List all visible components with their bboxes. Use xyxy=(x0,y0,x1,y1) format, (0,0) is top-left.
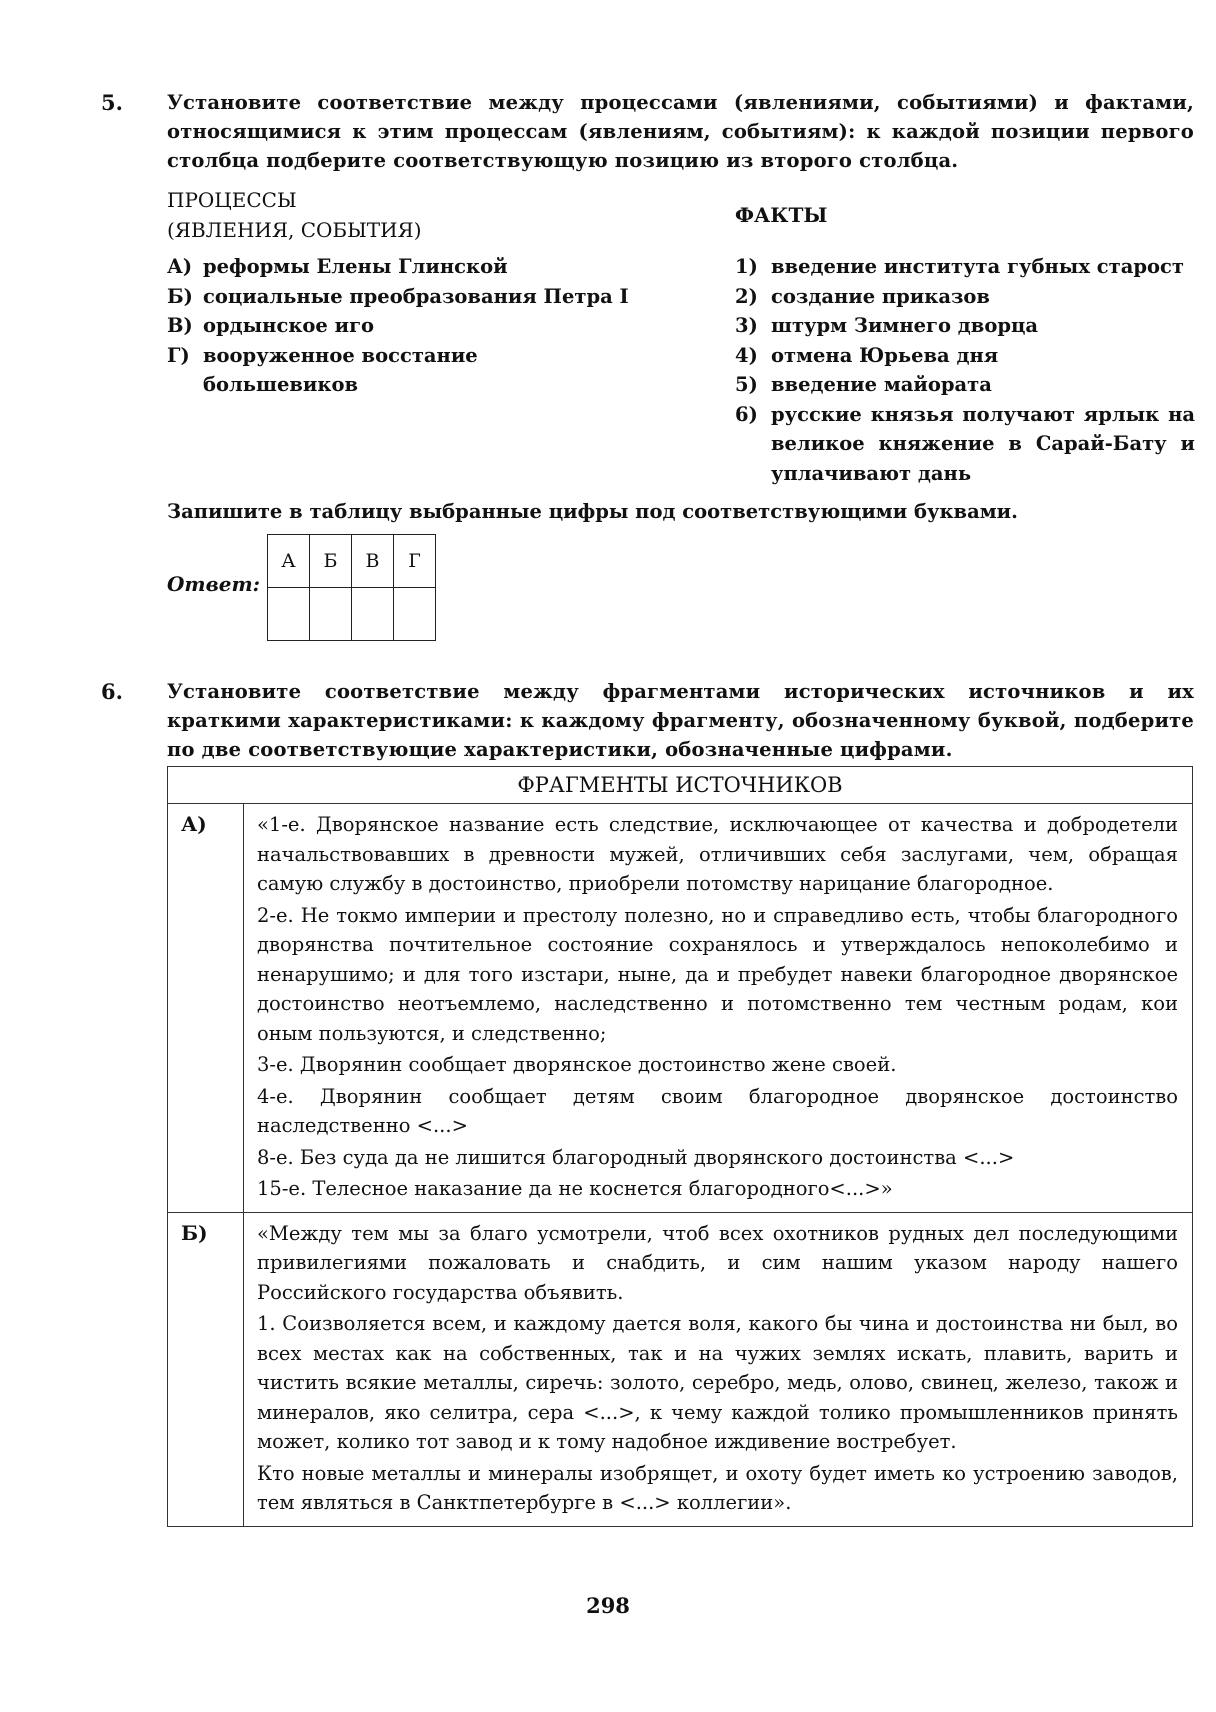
processes-subtitle: (ЯВЛЕНИЯ, СОБЫТИЯ) xyxy=(167,218,422,242)
fragment-a-text xyxy=(244,804,1193,1213)
fact-text: штурм Зимнего дворца xyxy=(771,314,1039,337)
question-6-prompt: Установите соответствие между фрагментами исторических источников и их краткими характеристиками: к каждому фрагменту, обозначенному буквой, подберите по две соответствующие характеристики, обозначенные цифрами. xyxy=(167,680,1194,761)
answer-header-cell: Б xyxy=(310,535,352,588)
answer-input-cell-a[interactable] xyxy=(268,588,310,641)
process-item xyxy=(167,341,507,400)
answer-header-cell: В xyxy=(352,535,394,588)
fragment-paragraph: 2-е. Не токмо империи и престолу полезно, но и справедливо есть, чтобы благородного дворянства почтительное состояние сохранялось и утверждалось непоколебимо и ненарушимо; и для того изстари, ныне, да и пребудет навеки благородное дворянское достоинство неотъемлемо, наследственно и потомственно тем честным родам, кои оным пользуются, и следственно; xyxy=(257,903,1178,1045)
process-text: ордынское иго xyxy=(203,314,375,337)
fragments-table-header: ФРАГМЕНТЫ ИСТОЧНИКОВ xyxy=(168,767,1193,804)
answer-input-cell-g[interactable] xyxy=(394,588,436,641)
fact-label: 2) xyxy=(735,284,758,308)
fragments-table xyxy=(167,766,1193,1527)
question-5-prompt: Установите соответствие между процессами (явлениями, событиями) и фактами, относящимися к этим процессам (явлениям, событиям): к каждой позиции первого столбца подберите соответствующую позицию из второго столбца. xyxy=(167,91,1194,172)
process-label: В) xyxy=(167,314,193,337)
answer-input-cell-v[interactable] xyxy=(352,588,394,641)
fragment-paragraph: «Между тем мы за благо усмотрели, чтоб всех охотников рудных дел последующими привилегиями пожаловать и снабдить, и сим нашим указом народу нашего Российского государства объявить. xyxy=(257,1221,1178,1304)
answer-table xyxy=(267,534,436,641)
fact-label: 3) xyxy=(735,314,758,337)
fragment-paragraph: 4-е. Дворянин сообщает детям своим благородное дворянское достоинство наследственно <...> xyxy=(257,1084,1178,1137)
fact-item xyxy=(735,400,1195,489)
answer-input-cell-b[interactable] xyxy=(310,588,352,641)
answer-header-cell: А xyxy=(268,535,310,588)
process-item xyxy=(167,282,647,312)
fact-item xyxy=(735,370,1195,400)
fragment-paragraph: «1-е. Дворянское название есть следствие, исключающее от качества и добродетели начальствовавших в древности мужей, отличивших себя заслугами, чем, обращая самую службу в достоинство, приобрели потомству нарицание благородное. xyxy=(257,813,1178,895)
processes-title: ПРОЦЕССЫ xyxy=(167,188,297,212)
fact-item xyxy=(735,341,1195,371)
page-number: 298 xyxy=(586,1593,630,1618)
fact-label: 6) xyxy=(735,402,758,426)
fact-text: введение института губных старост xyxy=(771,255,1184,278)
fragment-a-label: А) xyxy=(168,804,244,1213)
fragment-paragraph: 8-е. Без суда да не лишится благородный дворянского достоинства <...> xyxy=(257,1145,1015,1169)
fragment-b-label: Б) xyxy=(168,1212,244,1526)
processes-list xyxy=(167,252,647,400)
fragment-paragraph: Кто новые металлы и минералы изобрящет, и охоту будет иметь ко устроению заводов, тем являться в Санктпетербурге в <...> коллегии». xyxy=(257,1461,1178,1514)
fact-item xyxy=(735,282,1195,312)
answer-header-cell: Г xyxy=(394,535,436,588)
fact-text: отмена Юрьева дня xyxy=(771,343,999,367)
fact-text: создание приказов xyxy=(771,284,990,308)
process-label: А) xyxy=(167,255,193,278)
fact-text: введение майората xyxy=(771,373,992,396)
question-5-number: 5. xyxy=(101,90,123,115)
answer-instruction: Запишите в таблицу выбранные цифры под соответствующими буквами. xyxy=(167,500,1018,523)
fact-text: русские князья получают ярлык на великое княжение в Сарай-Бату и уплачивают дань xyxy=(771,402,1195,485)
process-label: Г) xyxy=(167,343,190,367)
process-item xyxy=(167,252,647,282)
facts-list xyxy=(735,252,1195,488)
fact-item xyxy=(735,311,1195,341)
process-text: реформы Елены Глинской xyxy=(203,255,508,278)
fact-item xyxy=(735,252,1195,282)
process-text: вооруженное восстание большевиков xyxy=(203,343,478,396)
fact-label: 5) xyxy=(735,373,758,396)
fragment-paragraph: 1. Соизволяется всем, и каждому дается воля, какого бы чина и достоинства ни был, во всех местах как на собственных, так и на чужих землях искать, плавить, варить и чистить всякие металлы, сиречь: золото, серебро, медь, олово, свинец, железо, також и минералов, яко селитра, сера <...>, к чему каждой толико промышленников принять может, колико тот завод и к тому надобное иждивение востребует. xyxy=(257,1312,1178,1453)
process-label: Б) xyxy=(167,284,193,308)
answer-label: Ответ: xyxy=(167,572,260,596)
process-item xyxy=(167,311,647,341)
fragment-b-text xyxy=(244,1212,1193,1526)
question-6-number: 6. xyxy=(101,679,123,704)
fact-label: 1) xyxy=(735,255,758,278)
fragment-paragraph: 3-е. Дворянин сообщает дворянское достоинство жене своей. xyxy=(257,1053,897,1076)
facts-title: ФАКТЫ xyxy=(735,203,828,227)
fact-label: 4) xyxy=(735,343,758,367)
process-text: социальные преобразования Петра I xyxy=(203,284,629,308)
fragment-paragraph: 15-е. Телесное наказание да не коснется благородного<...>» xyxy=(257,1177,893,1200)
